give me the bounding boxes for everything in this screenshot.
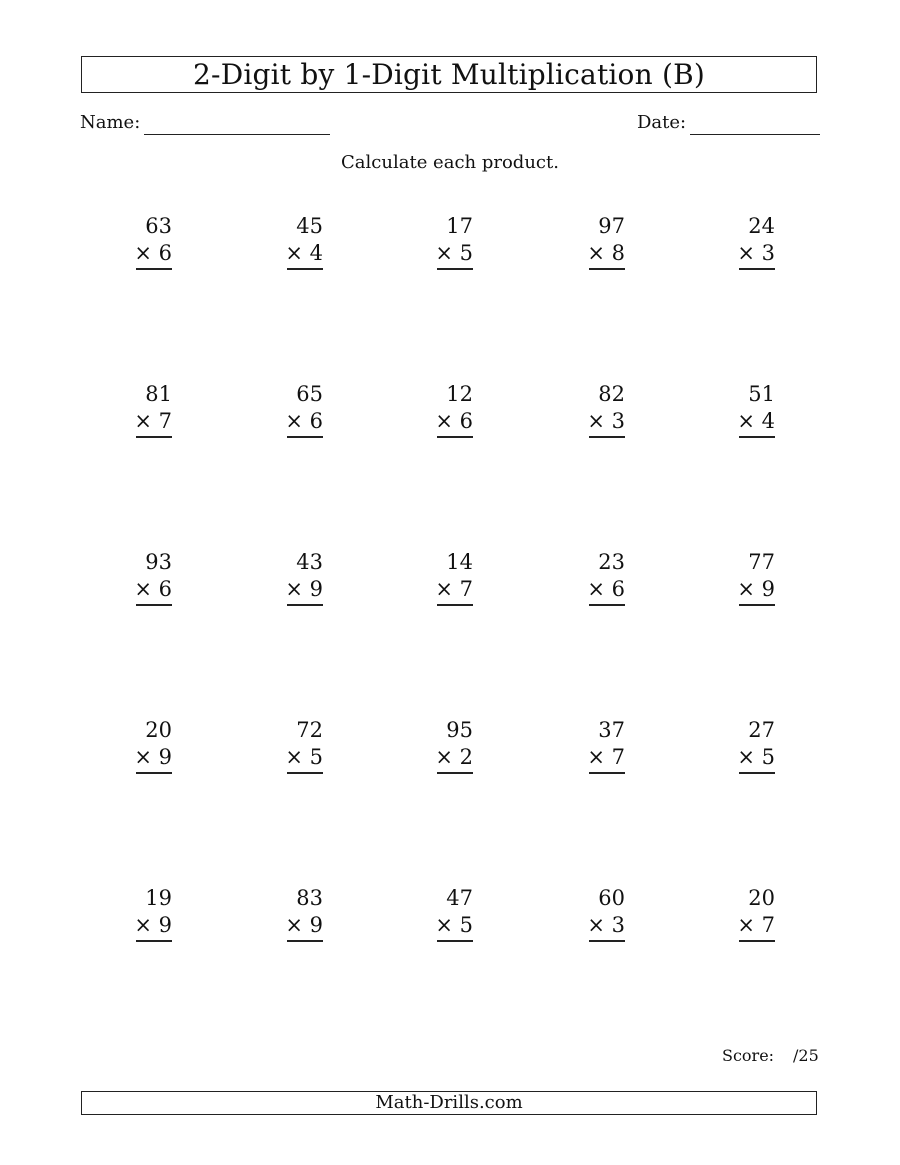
instructions: Calculate each product. [341,152,559,173]
multiplier-line [285,577,323,601]
problem-1-2 [263,214,323,278]
name-label: Name: [80,112,141,133]
multiplicand: 95 [446,718,473,742]
multiplicand: 17 [446,214,473,238]
problem-5-4 [565,886,625,950]
multiplier-line [737,241,775,265]
multiplier: 5 [459,241,473,265]
problem-2-3 [413,382,473,446]
answer-rule [287,772,323,774]
times-sign: × [285,577,303,601]
multiplicand: 63 [145,214,172,238]
answer-rule [287,604,323,606]
answer-rule [287,940,323,942]
name-field-line[interactable] [144,134,330,135]
multiplicand: 97 [598,214,625,238]
problem-4-4 [565,718,625,782]
multiplier: 9 [309,577,323,601]
multiplier-line [285,745,323,769]
multiplier: 9 [309,913,323,937]
times-sign: × [587,241,605,265]
times-sign: × [737,409,755,433]
score-label: Score: [722,1046,775,1065]
multiplier-line [587,913,625,937]
multiplier: 6 [158,241,172,265]
answer-rule [437,436,473,438]
problem-3-2 [263,550,323,614]
multiplier-line [737,913,775,937]
answer-rule [437,940,473,942]
multiplier-line [134,913,172,937]
answer-rule [287,436,323,438]
problem-1-1 [112,214,172,278]
answer-rule [589,268,625,270]
multiplicand: 43 [296,550,323,574]
times-sign: × [435,913,453,937]
times-sign: × [587,745,605,769]
date-field-line[interactable] [690,134,820,135]
times-sign: × [285,913,303,937]
multiplicand: 12 [446,382,473,406]
problem-5-5 [715,886,775,950]
multiplicand: 77 [748,550,775,574]
multiplier-line [587,745,625,769]
times-sign: × [285,745,303,769]
answer-rule [136,268,172,270]
answer-rule [136,604,172,606]
problem-2-1 [112,382,172,446]
times-sign: × [587,577,605,601]
multiplier-line [737,409,775,433]
times-sign: × [134,577,152,601]
problem-3-3 [413,550,473,614]
answer-rule [739,940,775,942]
multiplier: 6 [158,577,172,601]
multiplier-line [435,241,473,265]
multiplicand: 14 [446,550,473,574]
score-total: /25 [793,1046,819,1065]
problem-5-2 [263,886,323,950]
multiplier: 6 [459,409,473,433]
multiplier: 5 [761,745,775,769]
multiplicand: 83 [296,886,323,910]
times-sign: × [134,913,152,937]
multiplier: 3 [611,409,625,433]
multiplicand: 45 [296,214,323,238]
multiplier-line [285,409,323,433]
problem-3-5 [715,550,775,614]
multiplicand: 93 [145,550,172,574]
multiplier: 6 [309,409,323,433]
multiplier: 9 [158,913,172,937]
answer-rule [136,436,172,438]
multiplier: 3 [761,241,775,265]
date-label: Date: [637,112,687,133]
multiplier-line [134,409,172,433]
times-sign: × [435,409,453,433]
times-sign: × [737,241,755,265]
multiplicand: 37 [598,718,625,742]
multiplier: 7 [158,409,172,433]
answer-rule [437,772,473,774]
multiplier-line [134,241,172,265]
times-sign: × [435,577,453,601]
times-sign: × [285,241,303,265]
multiplicand: 51 [748,382,775,406]
problem-5-3 [413,886,473,950]
times-sign: × [435,745,453,769]
worksheet-title: 2-Digit by 1-Digit Multiplication (B) [81,56,817,93]
problem-1-4 [565,214,625,278]
problem-4-5 [715,718,775,782]
answer-rule [589,772,625,774]
multiplier-line [134,577,172,601]
multiplier: 7 [611,745,625,769]
problem-1-3 [413,214,473,278]
times-sign: × [134,409,152,433]
multiplier: 3 [611,913,625,937]
answer-rule [136,772,172,774]
multiplier: 6 [611,577,625,601]
multiplicand: 24 [748,214,775,238]
problem-2-4 [565,382,625,446]
times-sign: × [285,409,303,433]
times-sign: × [587,913,605,937]
multiplier: 4 [761,409,775,433]
problem-4-1 [112,718,172,782]
answer-rule [589,940,625,942]
answer-rule [739,268,775,270]
multiplier: 7 [459,577,473,601]
times-sign: × [134,241,152,265]
multiplicand: 82 [598,382,625,406]
problem-5-1 [112,886,172,950]
answer-rule [287,268,323,270]
multiplier-line [435,913,473,937]
multiplier: 9 [761,577,775,601]
answer-rule [739,604,775,606]
multiplier: 5 [459,913,473,937]
multiplicand: 65 [296,382,323,406]
multiplicand: 81 [145,382,172,406]
times-sign: × [587,409,605,433]
answer-rule [739,436,775,438]
problem-1-5 [715,214,775,278]
multiplier-line [587,409,625,433]
multiplier-line [285,241,323,265]
times-sign: × [435,241,453,265]
footer-source: Math-Drills.com [81,1091,817,1115]
multiplicand: 27 [748,718,775,742]
multiplier: 7 [761,913,775,937]
multiplier: 2 [459,745,473,769]
multiplicand: 20 [145,718,172,742]
problem-4-3 [413,718,473,782]
problem-4-2 [263,718,323,782]
answer-rule [589,604,625,606]
answer-rule [589,436,625,438]
times-sign: × [737,913,755,937]
multiplier-line [737,577,775,601]
multiplicand: 72 [296,718,323,742]
answer-rule [437,268,473,270]
multiplier-line [435,409,473,433]
multiplier-line [435,577,473,601]
answer-rule [739,772,775,774]
answer-rule [437,604,473,606]
answer-rule [136,940,172,942]
times-sign: × [737,745,755,769]
multiplier-line [587,241,625,265]
multiplier-line [285,913,323,937]
multiplier-line [134,745,172,769]
problem-3-4 [565,550,625,614]
problem-2-5 [715,382,775,446]
multiplier: 5 [309,745,323,769]
multiplier: 9 [158,745,172,769]
problem-2-2 [263,382,323,446]
multiplier: 4 [309,241,323,265]
multiplicand: 19 [145,886,172,910]
multiplier-line [587,577,625,601]
multiplicand: 47 [446,886,473,910]
problem-3-1 [112,550,172,614]
multiplicand: 20 [748,886,775,910]
multiplicand: 23 [598,550,625,574]
times-sign: × [737,577,755,601]
multiplier: 8 [611,241,625,265]
multiplier-line [435,745,473,769]
multiplier-line [737,745,775,769]
times-sign: × [134,745,152,769]
multiplicand: 60 [598,886,625,910]
